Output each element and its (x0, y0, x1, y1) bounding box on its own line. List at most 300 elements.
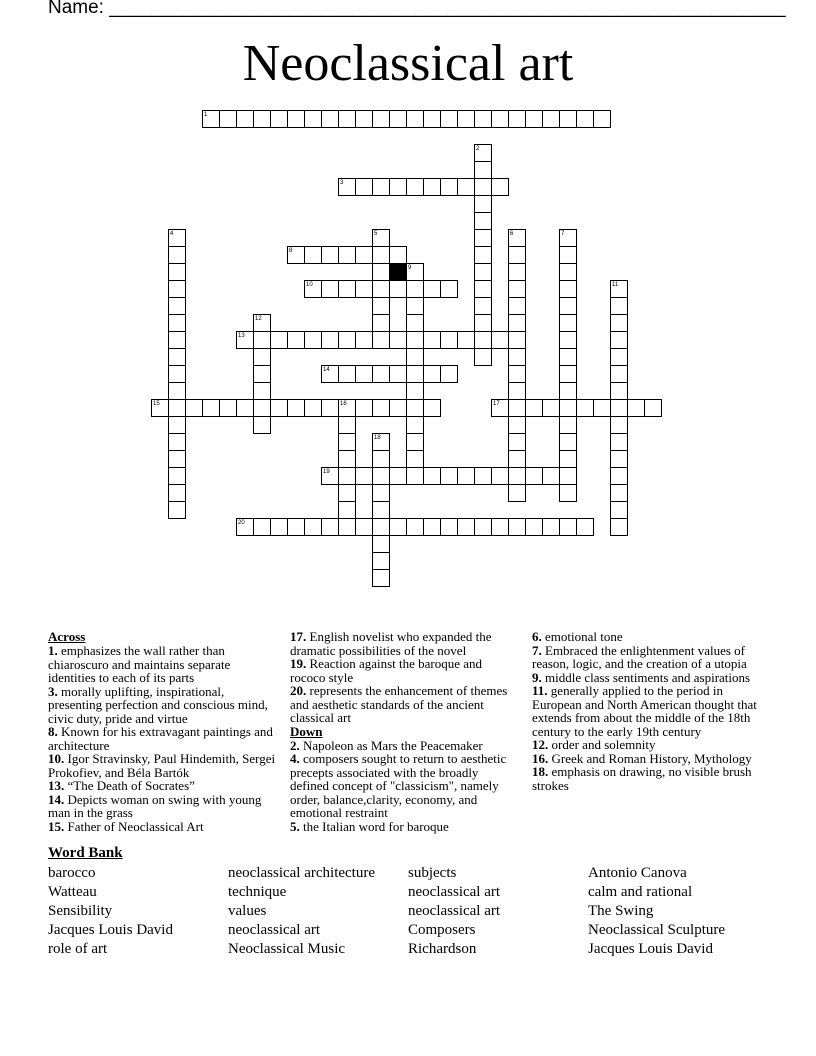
grid-cell[interactable] (423, 399, 441, 417)
grid-cell[interactable] (474, 331, 492, 349)
clue-number: 1 (204, 112, 208, 118)
clue-across-20: 20. represents the enhancement of themes and aesthetic standards of the ancient classical art (290, 683, 508, 725)
word-bank-item: Neoclassical Music (228, 941, 346, 957)
grid-cell[interactable] (576, 518, 594, 536)
grid-block (389, 263, 407, 281)
grid-cell[interactable] (185, 399, 203, 417)
grid-cell[interactable] (168, 229, 186, 247)
grid-cell[interactable] (253, 314, 271, 332)
grid-cell[interactable] (168, 331, 186, 349)
grid-cell[interactable] (168, 501, 186, 519)
clue-number: 2 (476, 146, 480, 152)
grid-cell[interactable] (406, 365, 424, 383)
grid-cell[interactable] (406, 263, 424, 281)
grid-cell[interactable] (355, 246, 373, 264)
grid-cell[interactable] (168, 348, 186, 366)
grid-cell[interactable] (559, 314, 577, 332)
grid-cell[interactable] (389, 246, 407, 264)
grid-cell[interactable] (287, 246, 305, 264)
grid-cell[interactable] (406, 331, 424, 349)
grid-cell[interactable] (168, 246, 186, 264)
grid-cell[interactable] (474, 297, 492, 315)
grid-cell[interactable] (372, 297, 390, 315)
word-bank-item: Jacques Louis David (48, 922, 173, 938)
grid-cell[interactable] (406, 348, 424, 366)
grid-cell[interactable] (474, 314, 492, 332)
grid-cell[interactable] (508, 399, 526, 417)
grid-cell[interactable] (406, 382, 424, 400)
grid-cell[interactable] (474, 110, 492, 128)
grid-cell[interactable] (491, 467, 509, 485)
grid-cell[interactable] (508, 331, 526, 349)
grid-cell[interactable] (338, 280, 356, 298)
down-heading: Down (290, 723, 323, 739)
grid-cell[interactable] (321, 467, 339, 485)
grid-cell[interactable] (440, 331, 458, 349)
grid-cell[interactable] (338, 365, 356, 383)
word-bank-column-1 (48, 864, 173, 959)
grid-cell[interactable] (304, 280, 322, 298)
grid-cell[interactable] (236, 110, 254, 128)
grid-cell[interactable] (525, 399, 543, 417)
grid-cell[interactable] (610, 314, 628, 332)
grid-cell[interactable] (610, 467, 628, 485)
clue-number: 5 (374, 231, 378, 237)
grid-cell[interactable] (168, 365, 186, 383)
grid-cell[interactable] (508, 229, 526, 247)
grid-cell[interactable] (525, 518, 543, 536)
clue-down-11: 11. generally applied to the period in European and North American thought that extends from about the middle of the 18th century to the early 19th century (532, 683, 757, 739)
grid-cell[interactable] (508, 450, 526, 468)
grid-cell[interactable] (559, 263, 577, 281)
grid-cell[interactable] (236, 518, 254, 536)
grid-cell[interactable] (355, 110, 373, 128)
grid-cell[interactable] (508, 314, 526, 332)
grid-cell[interactable] (372, 450, 390, 468)
grid-cell[interactable] (525, 110, 543, 128)
grid-cell[interactable] (610, 484, 628, 502)
grid-cell[interactable] (389, 331, 407, 349)
grid-cell[interactable] (202, 110, 220, 128)
grid-cell[interactable] (474, 246, 492, 264)
grid-cell[interactable] (372, 314, 390, 332)
clue-across-17: 17. English novelist who expanded the dramatic possibilities of the novel (290, 629, 492, 658)
grid-cell[interactable] (168, 382, 186, 400)
grid-cell[interactable] (423, 280, 441, 298)
grid-cell[interactable] (338, 484, 356, 502)
grid-cell[interactable] (423, 365, 441, 383)
grid-cell[interactable] (474, 178, 492, 196)
grid-cell[interactable] (457, 331, 475, 349)
word-bank-item: subjects (408, 865, 457, 881)
grid-cell[interactable] (610, 297, 628, 315)
clue-across-8: 8. Known for his extravagant paintings and architecture (48, 724, 273, 753)
grid-cell[interactable] (338, 110, 356, 128)
grid-cell[interactable] (559, 450, 577, 468)
grid-cell[interactable] (253, 110, 271, 128)
grid-cell[interactable] (423, 110, 441, 128)
grid-cell[interactable] (389, 518, 407, 536)
grid-cell[interactable] (372, 280, 390, 298)
clue-down-2: 2. Napoleon as Mars the Peacemaker (290, 737, 483, 753)
grid-cell[interactable] (593, 110, 611, 128)
grid-cell[interactable] (168, 467, 186, 485)
clue-down-9: 9. middle class sentiments and aspirations (532, 669, 751, 685)
grid-cell[interactable] (372, 518, 390, 536)
word-bank-item: role of art (48, 941, 108, 957)
grid-cell[interactable] (355, 518, 373, 536)
clue-across-19: 19. Reaction against the baroque and rococo style (290, 656, 483, 685)
grid-cell[interactable] (440, 467, 458, 485)
grid-cell[interactable] (287, 331, 305, 349)
grid-cell[interactable] (151, 399, 169, 417)
grid-cell[interactable] (508, 433, 526, 451)
grid-cell[interactable] (559, 467, 577, 485)
grid-cell[interactable] (610, 365, 628, 383)
grid-cell[interactable] (372, 569, 390, 587)
grid-cell[interactable] (440, 518, 458, 536)
clue-number: 10 (306, 282, 313, 288)
clue-across-10: 10. Igor Stravinsky, Paul Hindemith, Sergei Prokofiev, and Béla Bartók (48, 751, 276, 780)
grid-cell[interactable] (559, 433, 577, 451)
grid-cell[interactable] (168, 263, 186, 281)
grid-cell[interactable] (406, 280, 424, 298)
grid-cell[interactable] (559, 297, 577, 315)
grid-cell[interactable] (304, 246, 322, 264)
grid-cell[interactable] (321, 280, 339, 298)
grid-cell[interactable] (610, 518, 628, 536)
grid-cell[interactable] (508, 348, 526, 366)
grid-cell[interactable] (355, 331, 373, 349)
grid-cell[interactable] (270, 110, 288, 128)
grid-cell[interactable] (372, 331, 390, 349)
clues-column-3 (532, 630, 770, 792)
grid-cell[interactable] (372, 229, 390, 247)
grid-cell[interactable] (559, 416, 577, 434)
clue-number: 3 (340, 180, 344, 186)
name-field[interactable]: Name: ________________________________________________________________ (48, 0, 786, 18)
grid-cell[interactable] (253, 382, 271, 400)
clue-across-15: 15. Father of Neoclassical Art (48, 818, 204, 834)
grid-cell[interactable] (321, 365, 339, 383)
grid-cell[interactable] (168, 297, 186, 315)
grid-cell[interactable] (508, 263, 526, 281)
grid-cell[interactable] (372, 399, 390, 417)
grid-cell[interactable] (355, 178, 373, 196)
grid-cell[interactable] (559, 110, 577, 128)
grid-cell[interactable] (253, 348, 271, 366)
grid-cell[interactable] (406, 416, 424, 434)
word-bank-item: Composers (408, 922, 476, 938)
grid-cell[interactable] (474, 518, 492, 536)
grid-cell[interactable] (508, 416, 526, 434)
grid-cell[interactable] (287, 399, 305, 417)
grid-cell[interactable] (338, 246, 356, 264)
clue-down-16: 16. Greek and Roman History, Mythology (532, 750, 752, 766)
grid-cell[interactable] (559, 399, 577, 417)
grid-cell[interactable] (627, 399, 645, 417)
clue-across-1: 1. emphasizes the wall rather than chiaroscuro and maintains separate identities to each of its parts (48, 643, 231, 685)
grid-cell[interactable] (372, 365, 390, 383)
grid-cell[interactable] (576, 110, 594, 128)
grid-cell[interactable] (610, 433, 628, 451)
grid-cell[interactable] (508, 365, 526, 383)
grid-cell[interactable] (287, 110, 305, 128)
grid-cell[interactable] (542, 110, 560, 128)
grid-cell[interactable] (423, 467, 441, 485)
grid-cell[interactable] (355, 467, 373, 485)
grid-cell[interactable] (542, 399, 560, 417)
grid-cell[interactable] (559, 246, 577, 264)
clue-number: 6 (510, 231, 514, 237)
grid-cell[interactable] (474, 348, 492, 366)
grid-cell[interactable] (338, 433, 356, 451)
grid-cell[interactable] (559, 382, 577, 400)
word-bank-item: Sensibility (48, 903, 113, 919)
grid-cell[interactable] (610, 450, 628, 468)
grid-cell[interactable] (474, 144, 492, 162)
word-bank-item: neoclassical art (408, 884, 501, 900)
grid-cell[interactable] (253, 518, 271, 536)
grid-cell[interactable] (644, 399, 662, 417)
grid-cell[interactable] (440, 280, 458, 298)
grid-cell[interactable] (304, 110, 322, 128)
grid-cell[interactable] (491, 178, 509, 196)
grid-cell[interactable] (202, 399, 220, 417)
grid-cell[interactable] (389, 467, 407, 485)
grid-cell[interactable] (372, 433, 390, 451)
grid-cell[interactable] (236, 331, 254, 349)
grid-cell[interactable] (610, 382, 628, 400)
clue-number: 16 (340, 401, 347, 407)
grid-cell[interactable] (474, 263, 492, 281)
clue-down-5: 5. the Italian word for baroque (290, 818, 449, 834)
grid-cell[interactable] (610, 331, 628, 349)
grid-cell[interactable] (372, 501, 390, 519)
grid-cell[interactable] (372, 178, 390, 196)
grid-cell[interactable] (440, 365, 458, 383)
grid-cell[interactable] (474, 212, 492, 230)
grid-cell[interactable] (440, 178, 458, 196)
clue-number: 8 (289, 248, 293, 254)
grid-cell[interactable] (491, 331, 509, 349)
grid-cell[interactable] (253, 416, 271, 434)
grid-cell[interactable] (610, 348, 628, 366)
grid-cell[interactable] (372, 535, 390, 553)
clue-number: 20 (238, 520, 245, 526)
word-bank-item: values (228, 903, 267, 919)
grid-cell[interactable] (610, 399, 628, 417)
grid-cell[interactable] (508, 484, 526, 502)
grid-cell[interactable] (406, 518, 424, 536)
grid-cell[interactable] (491, 518, 509, 536)
grid-cell[interactable] (406, 433, 424, 451)
word-bank-column-4 (588, 864, 725, 959)
grid-cell[interactable] (457, 110, 475, 128)
grid-cell[interactable] (406, 297, 424, 315)
grid-cell[interactable] (168, 399, 186, 417)
grid-cell[interactable] (372, 246, 390, 264)
clue-down-12: 12. order and solemnity (532, 737, 656, 752)
grid-cell[interactable] (168, 280, 186, 298)
grid-cell[interactable] (559, 365, 577, 383)
grid-cell[interactable] (508, 110, 526, 128)
grid-cell[interactable] (406, 399, 424, 417)
grid-cell[interactable] (372, 467, 390, 485)
grid-cell[interactable] (168, 433, 186, 451)
grid-cell[interactable] (474, 467, 492, 485)
grid-cell[interactable] (593, 399, 611, 417)
grid-cell[interactable] (338, 331, 356, 349)
word-bank-item: The Swing (588, 903, 654, 919)
clue-number: 17 (493, 401, 500, 407)
grid-cell[interactable] (236, 399, 254, 417)
word-bank-item: calm and rational (588, 884, 693, 900)
clue-number: 4 (170, 231, 174, 237)
clue-number: 15 (153, 401, 160, 407)
grid-cell[interactable] (219, 399, 237, 417)
clue-down-18: 18. emphasis on drawing, no visible brush strokes (532, 764, 752, 793)
grid-cell[interactable] (508, 297, 526, 315)
grid-cell[interactable] (440, 110, 458, 128)
grid-cell[interactable] (559, 331, 577, 349)
grid-cell[interactable] (406, 314, 424, 332)
grid-cell[interactable] (389, 178, 407, 196)
grid-cell[interactable] (372, 110, 390, 128)
grid-cell[interactable] (389, 365, 407, 383)
grid-cell[interactable] (559, 484, 577, 502)
word-bank-column-2 (228, 864, 375, 959)
grid-cell[interactable] (321, 331, 339, 349)
grid-cell[interactable] (491, 399, 509, 417)
grid-cell[interactable] (559, 518, 577, 536)
grid-cell[interactable] (559, 348, 577, 366)
clue-across-3: 3. morally uplifting, inspirational, presenting perfection and conscious mind, civic duty, pride and virtue (48, 683, 268, 726)
grid-cell[interactable] (542, 518, 560, 536)
grid-cell[interactable] (168, 450, 186, 468)
grid-cell[interactable] (559, 229, 577, 247)
grid-cell[interactable] (423, 331, 441, 349)
grid-cell[interactable] (423, 518, 441, 536)
grid-cell[interactable] (304, 518, 322, 536)
grid-cell[interactable] (304, 331, 322, 349)
word-bank-item: barocco (48, 865, 96, 881)
grid-cell[interactable] (253, 399, 271, 417)
grid-cell[interactable] (270, 518, 288, 536)
grid-cell[interactable] (355, 280, 373, 298)
grid-cell[interactable] (610, 280, 628, 298)
word-bank-title: Word Bank (48, 845, 123, 861)
grid-cell[interactable] (542, 467, 560, 485)
word-bank-item: Antonio Canova (588, 865, 687, 881)
grid-cell[interactable] (355, 399, 373, 417)
grid-cell[interactable] (355, 365, 373, 383)
clues-column-2 (290, 630, 514, 833)
clue-across-14: 14. Depicts woman on swing with young man in the grass (48, 791, 262, 820)
clue-number: 13 (238, 333, 245, 339)
grid-cell[interactable] (338, 518, 356, 536)
grid-cell[interactable] (219, 110, 237, 128)
clues-column-1 (48, 630, 280, 833)
clue-number: 7 (561, 231, 565, 237)
word-bank-item: technique (228, 884, 287, 900)
word-bank-item: neoclassical art (228, 922, 321, 938)
grid-cell[interactable] (253, 365, 271, 383)
grid-cell[interactable] (389, 280, 407, 298)
grid-cell[interactable] (270, 331, 288, 349)
grid-cell[interactable] (372, 484, 390, 502)
grid-cell[interactable] (491, 110, 509, 128)
grid-cell[interactable] (321, 246, 339, 264)
grid-cell[interactable] (389, 110, 407, 128)
grid-cell[interactable] (474, 280, 492, 298)
grid-cell[interactable] (270, 399, 288, 417)
grid-cell[interactable] (372, 263, 390, 281)
grid-cell[interactable] (372, 552, 390, 570)
grid-cell[interactable] (406, 467, 424, 485)
grid-cell[interactable] (253, 331, 271, 349)
grid-cell[interactable] (168, 484, 186, 502)
grid-cell[interactable] (338, 399, 356, 417)
grid-cell[interactable] (168, 314, 186, 332)
grid-cell[interactable] (304, 399, 322, 417)
grid-cell[interactable] (474, 195, 492, 213)
grid-cell[interactable] (610, 501, 628, 519)
grid-cell[interactable] (338, 416, 356, 434)
grid-cell[interactable] (168, 416, 186, 434)
grid-cell[interactable] (406, 178, 424, 196)
word-bank-item: Watteau (48, 884, 97, 900)
grid-cell[interactable] (389, 399, 407, 417)
grid-cell[interactable] (457, 518, 475, 536)
word-bank-item: Richardson (408, 941, 477, 957)
grid-cell[interactable] (338, 501, 356, 519)
grid-cell[interactable] (321, 518, 339, 536)
grid-cell[interactable] (338, 450, 356, 468)
clue-number: 11 (612, 282, 619, 288)
grid-cell[interactable] (406, 110, 424, 128)
grid-cell[interactable] (474, 161, 492, 179)
grid-cell[interactable] (508, 518, 526, 536)
grid-cell[interactable] (321, 399, 339, 417)
grid-cell[interactable] (338, 178, 356, 196)
grid-cell[interactable] (508, 382, 526, 400)
grid-cell[interactable] (423, 178, 441, 196)
grid-cell[interactable] (508, 246, 526, 264)
grid-cell[interactable] (559, 280, 577, 298)
grid-cell[interactable] (406, 450, 424, 468)
grid-cell[interactable] (474, 229, 492, 247)
grid-cell[interactable] (525, 467, 543, 485)
grid-cell[interactable] (457, 467, 475, 485)
grid-cell[interactable] (457, 178, 475, 196)
word-bank-item: neoclassical architecture (228, 865, 375, 881)
grid-cell[interactable] (287, 518, 305, 536)
clue-number: 19 (323, 469, 330, 475)
word-bank-item: Neoclassical Sculpture (588, 922, 726, 938)
clue-number: 12 (255, 316, 262, 322)
grid-cell[interactable] (576, 399, 594, 417)
clue-down-4: 4. composers sought to return to aesthetic precepts associated with the broadly defined concept of "classicism", namely order, balance,clarity, economy, and emotional restraint (290, 751, 507, 820)
clue-number: 18 (374, 435, 381, 441)
grid-cell[interactable] (338, 467, 356, 485)
grid-cell[interactable] (321, 110, 339, 128)
grid-cell[interactable] (508, 467, 526, 485)
grid-cell[interactable] (508, 280, 526, 298)
grid-cell[interactable] (610, 416, 628, 434)
clue-number: 14 (323, 367, 330, 373)
page-title: Neoclassical art (242, 35, 574, 92)
